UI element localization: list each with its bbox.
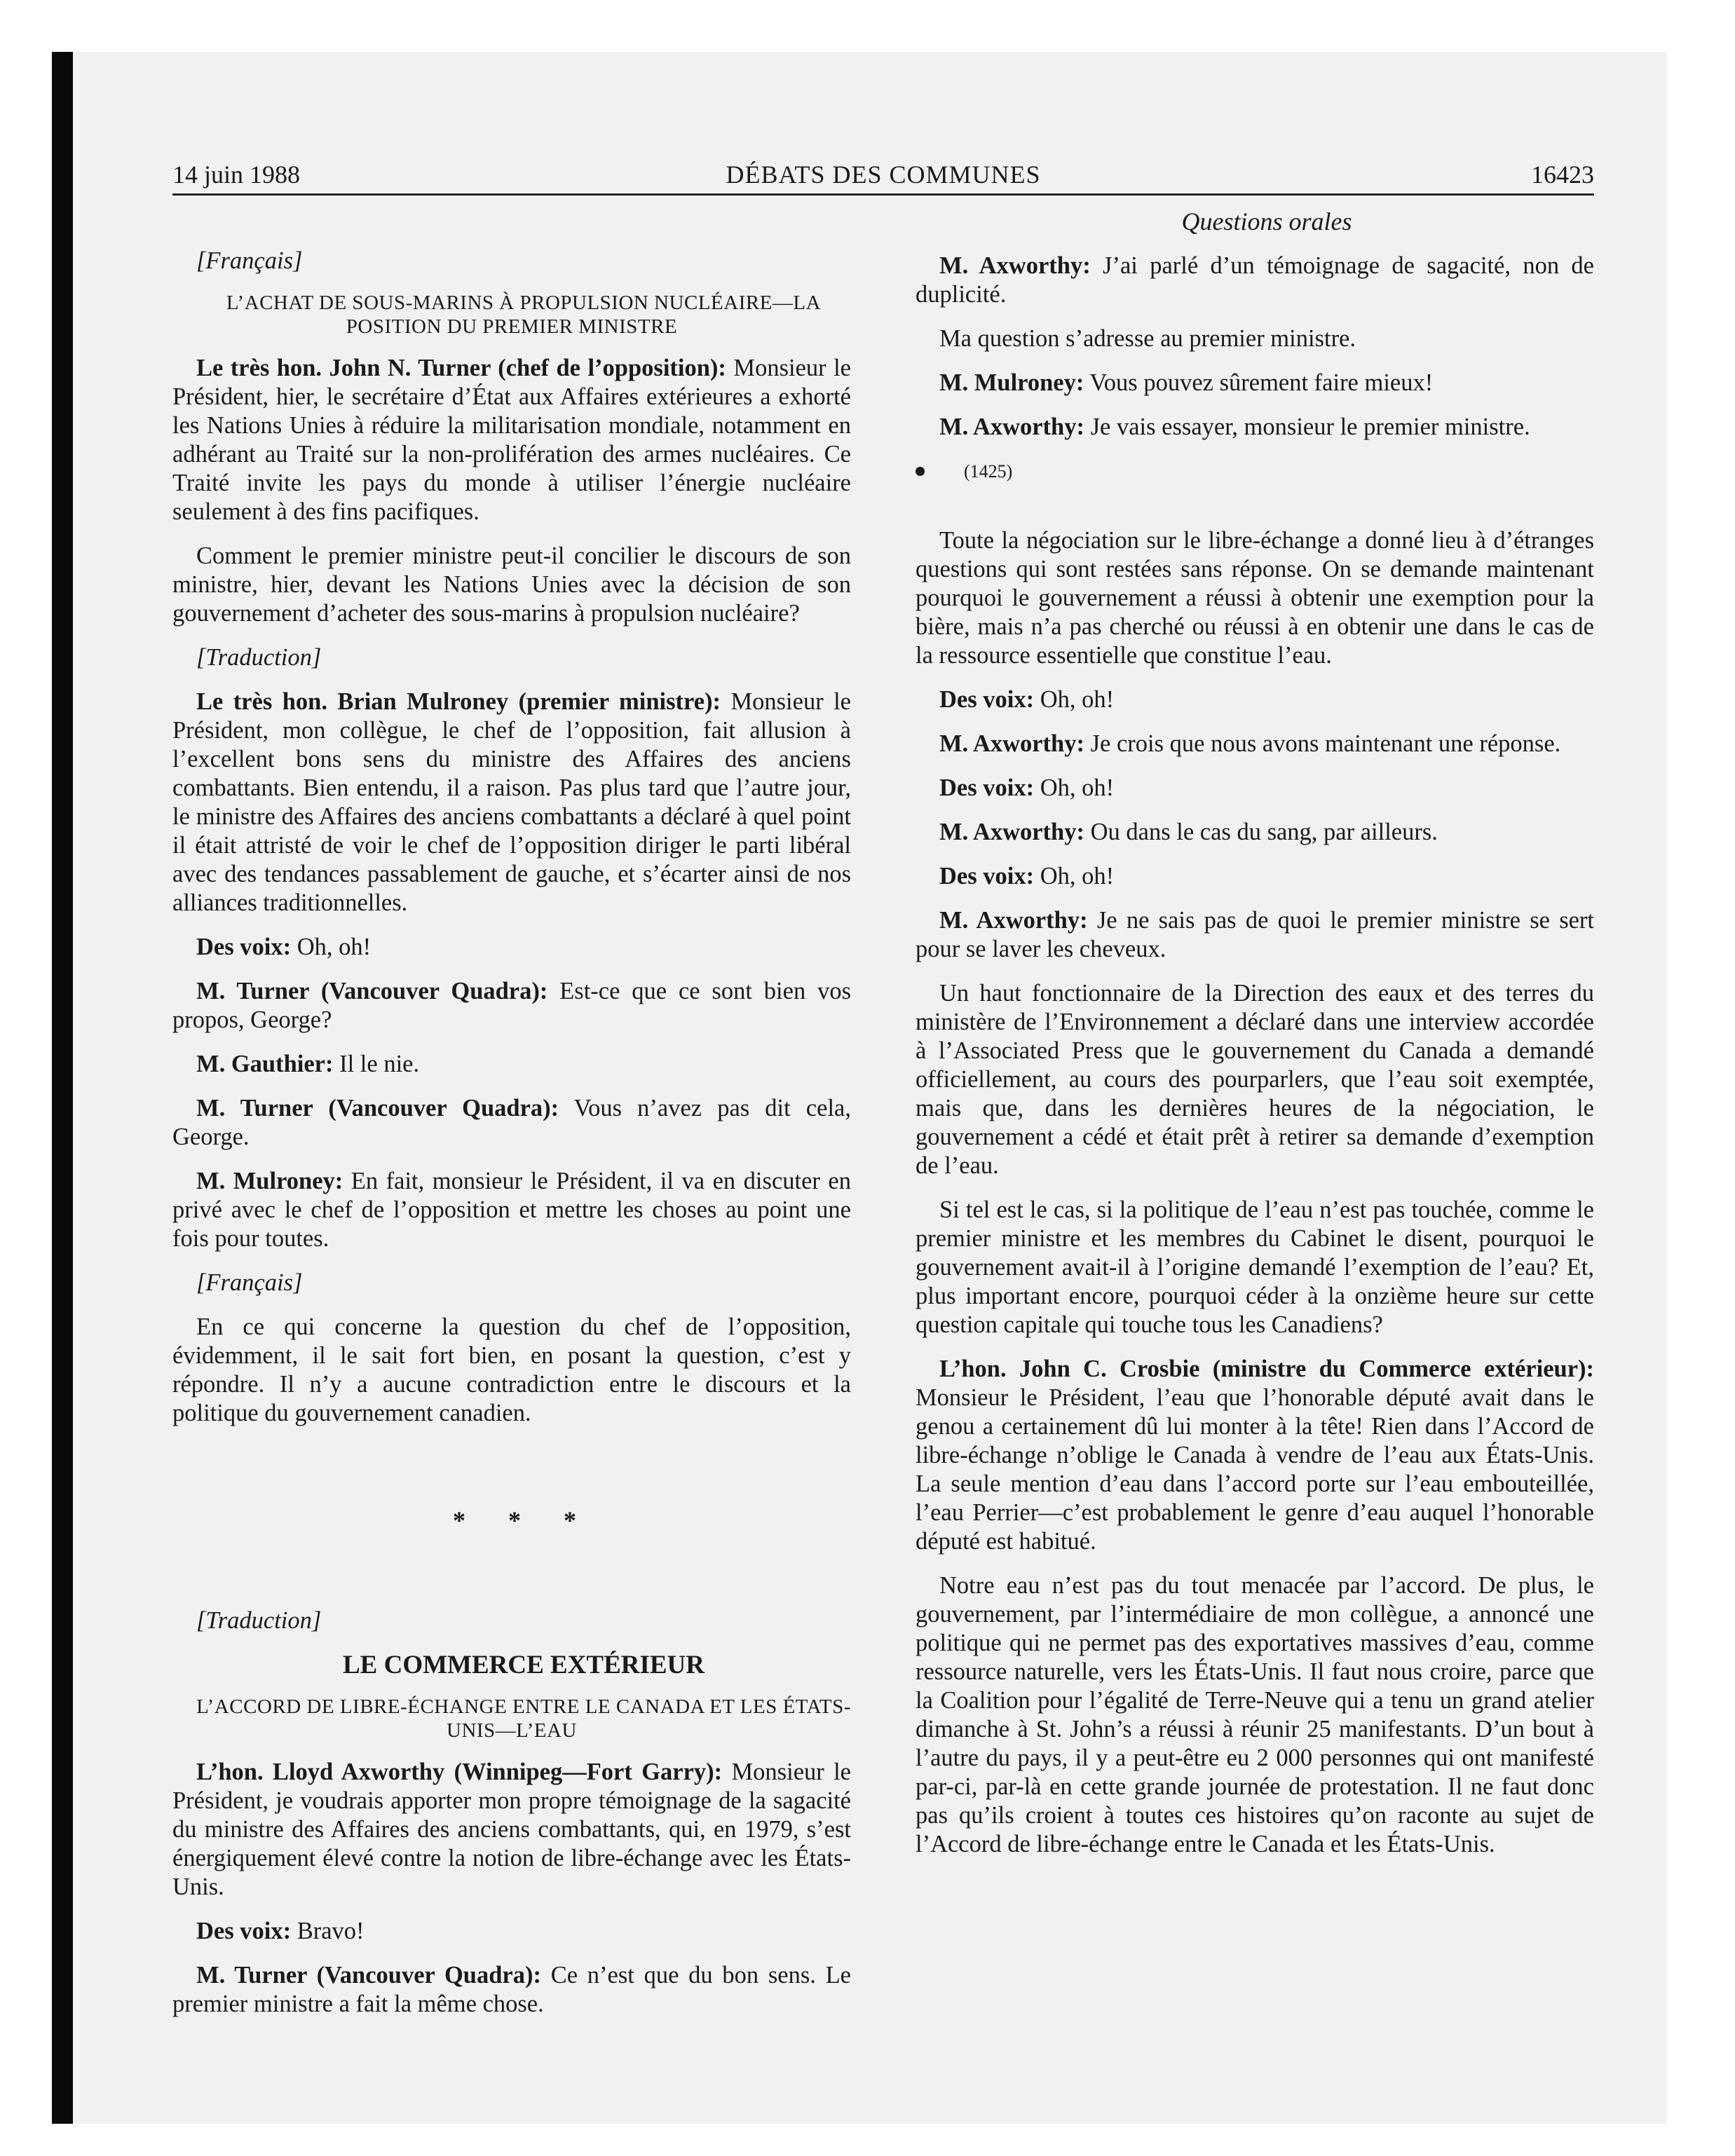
paragraph <box>172 977 851 1035</box>
paragraph <box>172 1961 851 2019</box>
paragraph <box>916 818 1594 847</box>
paragraph <box>916 906 1594 964</box>
speech-text: Monsieur le Président, je voudrais apporter mon propre témoignage de la sagacité du ministre des Affaires des anciens combattants, qui, en 1979, s’est énergiquement élevé contre la notion de libre-échange avec les États-Unis. <box>172 1759 851 1900</box>
speaker-name: M. Mulroney: <box>939 369 1084 396</box>
paragraph: Notre eau n’est pas du tout menacée par l’accord. De plus, le gouvernement, par l’intermédiaire de mon collègue, a annoncé une politique qui ne permet pas des exportatives massives d’eau, comme ressource naturelle, vers les États-Unis. Il faut nous croire, parce que la Coalition pour l’égalité de Terre-Neuve qui a tenu un grand atelier dimanche à St. John’s a réussi à réunir 25 manifestants. D’un bout à l’autre du pays, il y a peut-être eu 2 000 personnes qui ont manifesté par-ci, par-là en cette grande journée de protestation. Il ne faut donc pas qu’ils croient à toutes ces histoires qu’on raconte au sujet de l’Accord de libre-échange entre le Canada et les États-Unis. <box>916 1572 1594 1857</box>
speech-text: Bravo! <box>291 1918 365 1944</box>
speaker-name: M. Turner (Vancouver Quadra): <box>196 1095 559 1121</box>
paragraph: Toute la négociation sur le libre-échange a donné lieu à d’étranges questions qui sont restées sans réponse. On se demande maintenant pourquoi le gouvernement a réussi à obtenir une exemption pour la bière, mais n’a pas cherché ou réussi à en obtenir une dans le cas de la ressource essentielle que constitue l’eau. <box>916 527 1594 669</box>
bullet-icon <box>916 467 925 476</box>
speaker-name: M. Axworthy: <box>939 252 1091 279</box>
paragraph <box>916 413 1594 442</box>
language-marker: [Français] <box>196 247 303 274</box>
speaker-name: Le très hon. Brian Mulroney (premier ministre): <box>196 688 721 715</box>
language-marker: [Traduction] <box>196 1607 322 1634</box>
speaker-name: M. Mulroney: <box>196 1168 343 1194</box>
speech-text: Je crois que nous avons maintenant une réponse. <box>1084 730 1561 757</box>
speech-text: Monsieur le Président, hier, le secrétaire d’État aux Affaires extérieures a exhorté les Nations Unies à réduire la militarisation mondiale, notamment en adhérant au Traité sur la non-prolifération des armes nucléaires. Ce Traité invite les pays du monde à utiliser l’énergie nucléaire seulement à des fins pacifiques. <box>172 355 851 525</box>
section-separator: * * * <box>453 1506 594 1534</box>
speaker-name: M. Gauthier: <box>196 1051 334 1077</box>
paragraph <box>172 1167 851 1253</box>
left-column <box>172 207 851 2034</box>
paragraph <box>172 1758 851 1902</box>
paragraph <box>172 688 851 917</box>
speech-text: En fait, monsieur le Président, il va en discuter en privé avec le chef de l’opposition et mettre les choses au point une fois pour toutes. <box>172 1168 851 1252</box>
paragraph <box>916 369 1594 397</box>
binding-edge <box>52 52 73 2124</box>
paragraph <box>916 252 1594 309</box>
paragraph <box>916 862 1594 891</box>
section-heading: LE COMMERCE EXTÉRIEUR <box>343 1651 705 1679</box>
paragraph: Si tel est le cas, si la politique de l’eau n’est pas touchée, comme le premier ministre et les membres du Cabinet le disent, pourquoi le gouvernement avait-il à l’origine demandé l’exemption de l’eau? Et, plus important encore, pourquoi céder à la onzième heure sur cette question capitale qui touche tous les Canadiens? <box>916 1196 1594 1338</box>
speaker-name: M. Axworthy: <box>939 907 1088 934</box>
paragraph: Un haut fonctionnaire de la Direction des eaux et des terres du ministère de l’Environnement a déclaré dans une interview accordée à l’Associated Press que le gouvernement du Canada a demandé officiellement, au cours des pourparlers, que l’eau soit exemptée, mais que, dans les dernières heures de la négociation, le gouvernement a cédé et était prêt à retirer sa demande d’exemption de l’eau. <box>916 980 1594 1179</box>
paragraph <box>916 1355 1594 1556</box>
speaker-name: M. Axworthy: <box>939 730 1084 757</box>
paragraph <box>916 730 1594 758</box>
speaker-name: Des voix: <box>196 934 292 960</box>
right-column <box>916 207 1594 1874</box>
speaker-name: M. Axworthy: <box>939 819 1084 845</box>
timestamp <box>916 457 1594 486</box>
speaker-name: Des voix: <box>939 863 1035 889</box>
paragraph <box>172 354 851 526</box>
language-marker: [Français] <box>196 1269 303 1296</box>
paragraph <box>916 774 1594 803</box>
paragraph: Ma question s’adresse au premier ministre. <box>939 325 1356 352</box>
speaker-name: L’hon. Lloyd Axworthy (Winnipeg—Fort Garry): <box>196 1759 723 1785</box>
paragraph <box>172 1050 851 1079</box>
page-header <box>172 158 1594 196</box>
speaker-name: M. Axworthy: <box>939 414 1084 440</box>
header-title: DÉBATS DES COMMUNES <box>726 161 1041 189</box>
section-subheading: L’ACHAT DE SOUS-MARINS À PROPULSION NUCLÉAIRE—LA POSITION DU PREMIER MINISTRE <box>226 292 822 338</box>
header-page-number: 16423 <box>1531 161 1594 189</box>
speech-text: Je vais essayer, monsieur le premier ministre. <box>1084 414 1530 440</box>
header-date: 14 juin 1988 <box>172 161 301 189</box>
paragraph <box>172 1094 851 1152</box>
speech-text: Ce n’est que du bon sens. Le premier ministre a fait la même chose. <box>172 1962 851 2017</box>
speaker-name: Des voix: <box>196 1918 292 1944</box>
paragraph <box>172 933 851 962</box>
language-marker: [Traduction] <box>196 644 322 671</box>
paragraph <box>916 685 1594 714</box>
speech-text: Oh, oh! <box>1034 863 1115 889</box>
speech-text: Oh, oh! <box>1034 775 1115 801</box>
speech-text: Vous n’avez pas dit cela, George. <box>172 1095 851 1150</box>
section-subheading: L’ACCORD DE LIBRE-ÉCHANGE ENTRE LE CANADA ET LES ÉTATS-UNIS—L’EAU <box>196 1696 851 1742</box>
speaker-name: Des voix: <box>939 775 1035 801</box>
speech-text: Vous pouvez sûrement faire mieux! <box>1084 369 1434 396</box>
speech-text: Monsieur le Président, mon collègue, le chef de l’opposition, fait allusion à l’excellent bons sens du ministre des Affaires des anciens combattants. Bien entendu, il a raison. Pas plus tard que l’autre jour, le ministre des Affaires des anciens combattants a déclaré à quel point il était attristé de voir le chef de l’opposition diriger le parti libéral avec des tendances passablement de gauche, et s’écarter ainsi de nos alliances traditionnelles. <box>172 688 851 916</box>
speech-text: Oh, oh! <box>1034 686 1115 713</box>
paragraph: Comment le premier ministre peut-il concilier le discours de son ministre, hier, devant les Nations Unies avec la décision de son gouvernement d’acheter des sous-marins à propulsion nucléaire? <box>172 543 851 627</box>
speech-text: Est-ce que ce sont bien vos propos, George? <box>172 978 851 1033</box>
speech-text: Je ne sais pas de quoi le premier ministre se sert pour se laver les cheveux. <box>916 907 1595 962</box>
speaker-name: M. Turner (Vancouver Quadra): <box>196 978 548 1004</box>
speech-text: Oh, oh! <box>291 934 372 960</box>
timestamp-text: (1425) <box>964 461 1013 482</box>
paragraph: En ce qui concerne la question du chef de l’opposition, évidemment, il le sait fort bien, en posant la question, c’est y répondre. Il n’y a aucune contradiction entre le discours et la politique du gouvernement canadien. <box>172 1314 851 1426</box>
speech-text: Ou dans le cas du sang, par ailleurs. <box>1084 819 1438 845</box>
speech-text: Il le nie. <box>333 1051 420 1077</box>
speaker-name: M. Turner (Vancouver Quadra): <box>196 1962 541 1988</box>
running-head: Questions orales <box>1181 207 1352 236</box>
paragraph <box>172 1917 851 1946</box>
speech-text: J’ai parlé d’un témoignage de sagacité, non de duplicité. <box>916 252 1594 308</box>
speaker-name: Le très hon. John N. Turner (chef de l’opposition): <box>196 355 726 381</box>
speaker-name: L’hon. John C. Crosbie (ministre du Commerce extérieur): <box>939 1356 1594 1382</box>
speaker-name: Des voix: <box>939 686 1035 713</box>
speech-text: Monsieur le Président, l’eau que l’honorable député avait dans le genou a certainement dû lui monter à la tête! Rien dans l’Accord de libre-échange n’oblige le Canada à vendre de l’eau aux États-Unis. La seule mention d’eau dans l’accord porte sur l’eau embouteillée, l’eau Perrier—c’est probablement le genre d’eau auquel l’honorable député est habitué. <box>916 1384 1594 1555</box>
